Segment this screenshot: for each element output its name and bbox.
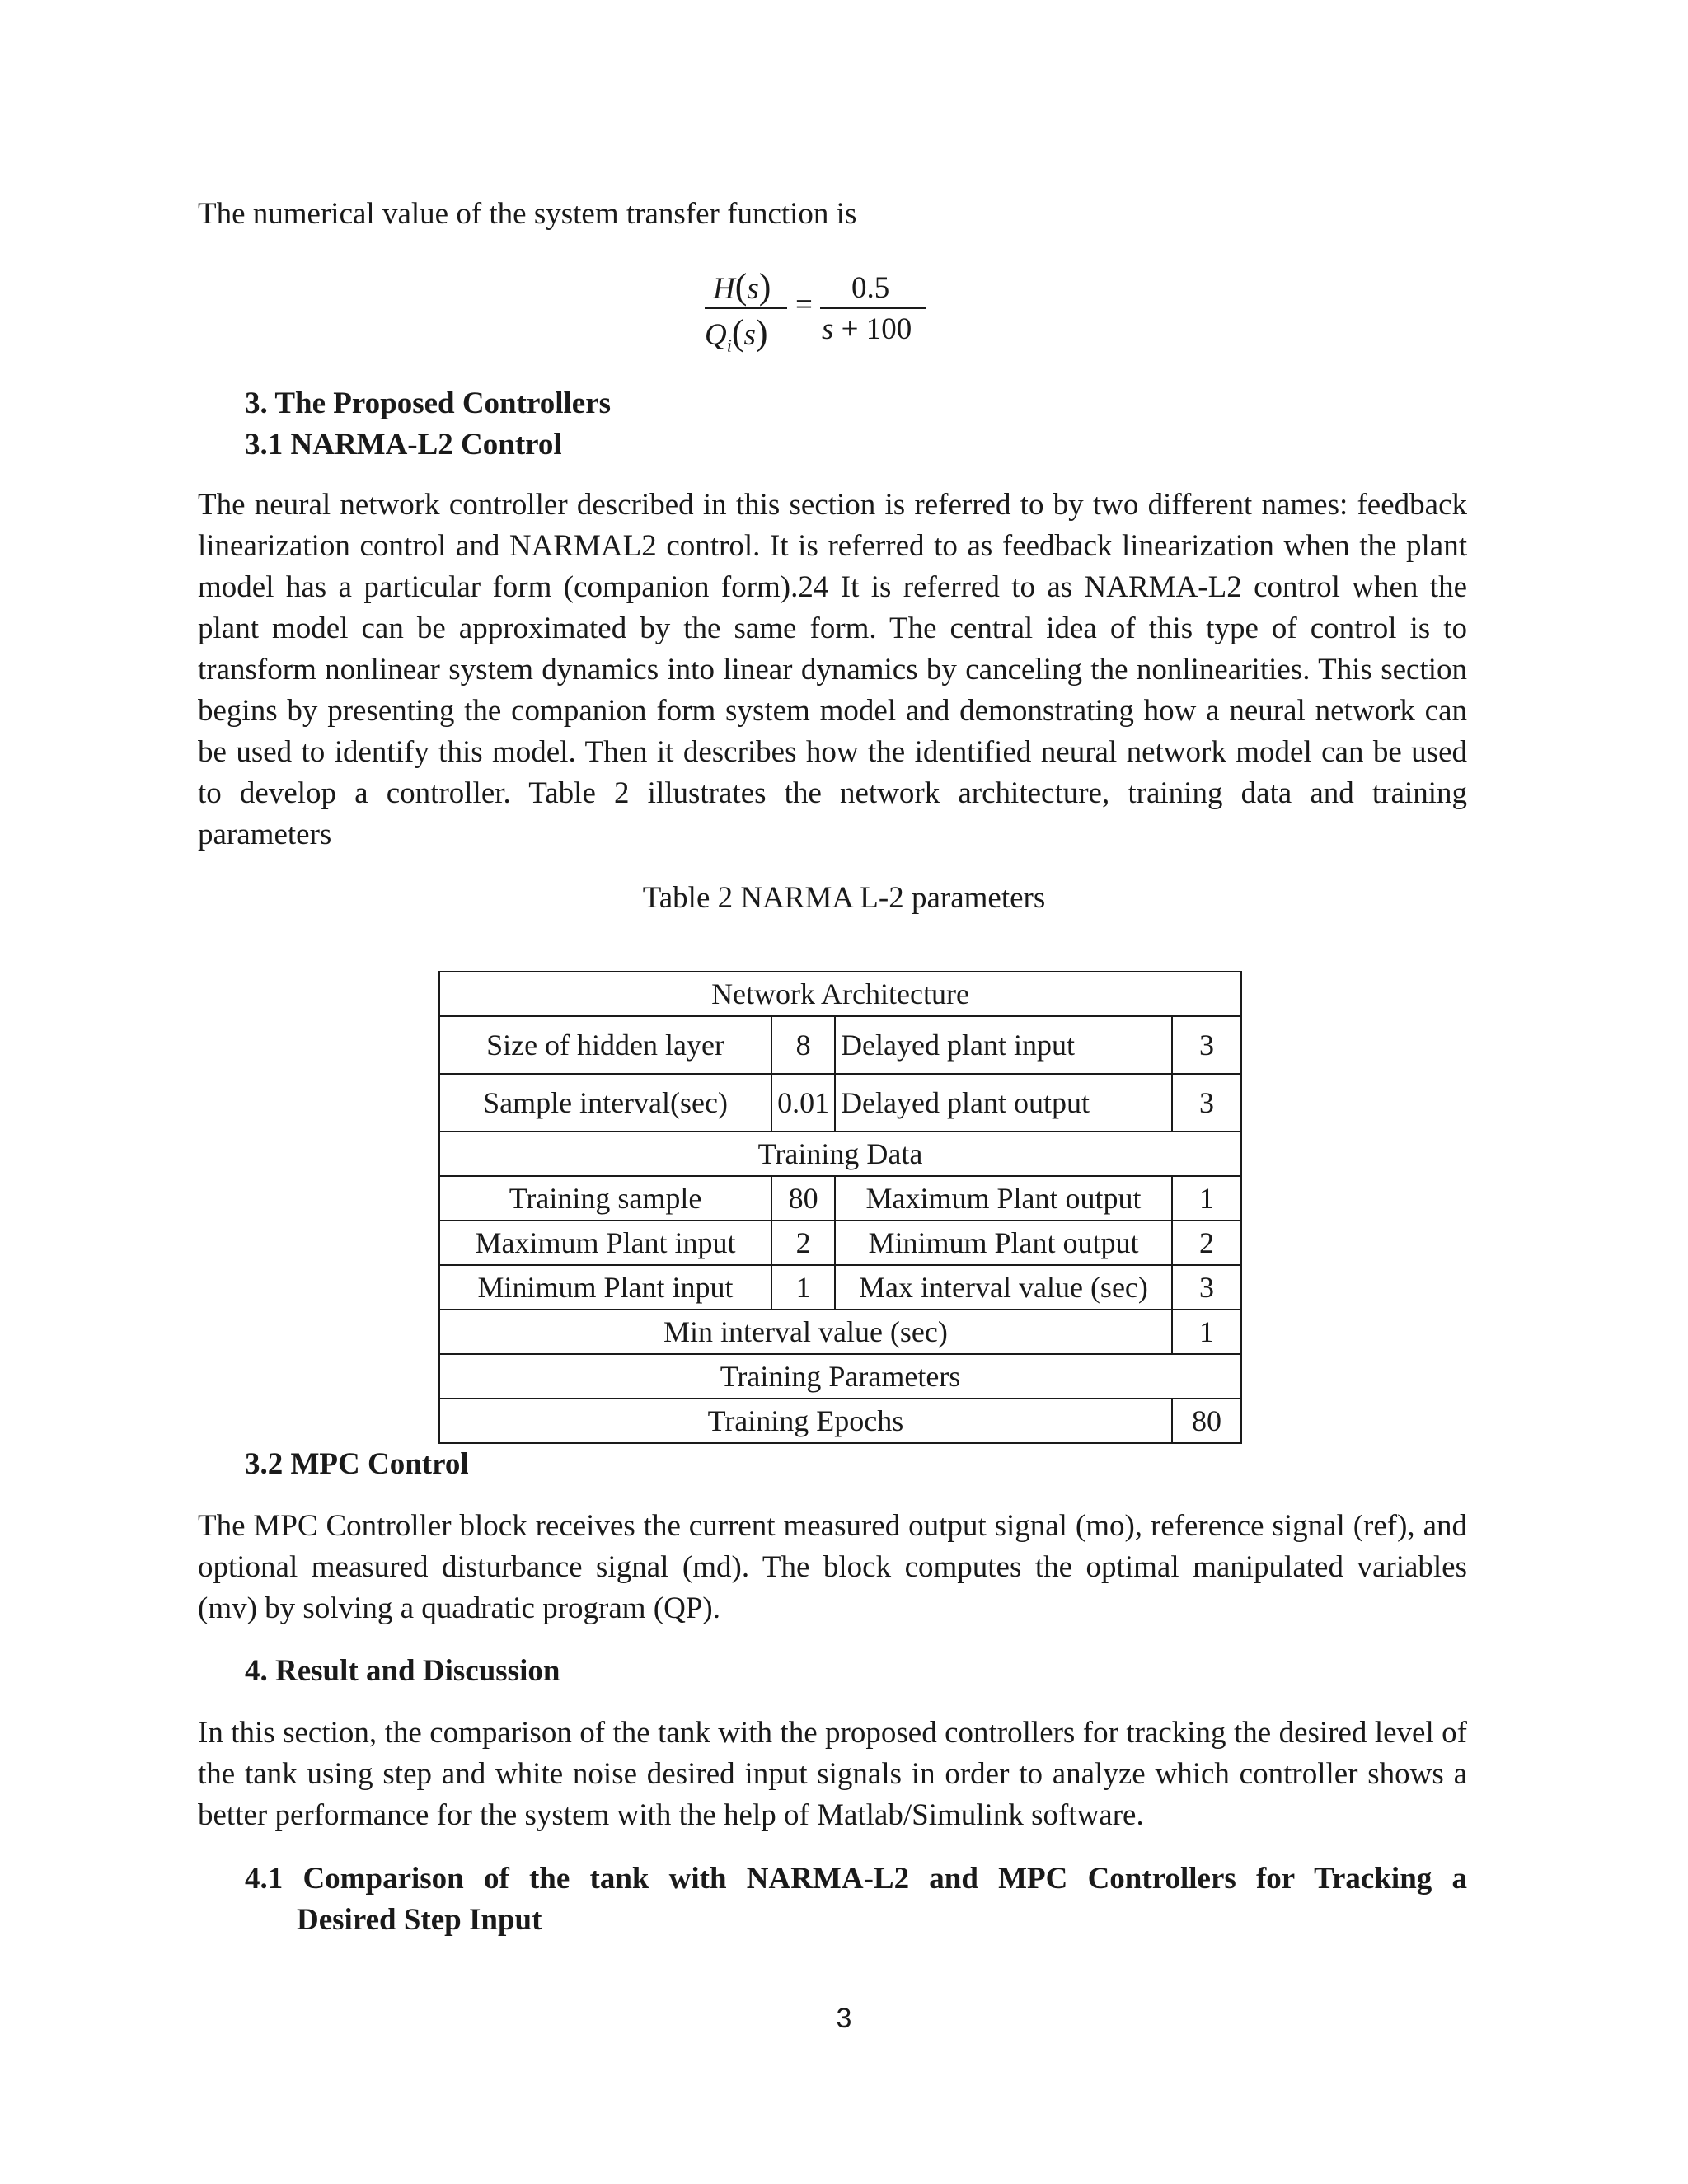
section-4-paragraph: In this section, the comparison of the tank with the proposed controllers for tracking the desired level of the tank using step and white noise desired input signals in order to analyze which controller shows a better performance for the system with the help of Matlab/Simulink software.	[198, 1716, 1467, 1832]
table-row	[439, 972, 1241, 1016]
section-4-1-heading-line-2: Desired Step Input	[297, 1903, 542, 1937]
hidden-layer-value: 8	[771, 1016, 835, 1074]
equation-rhs-constant: + 100	[833, 312, 912, 346]
delayed-input-label: Delayed plant input	[835, 1016, 1172, 1074]
section-3-2-paragraph: The MPC Controller block receives the current measured output signal (mo), reference signal (ref), and optional measured disturbance signal (md). The block computes the optimal manipulated variables (mv) by solving a quadratic program (QP).	[198, 1509, 1467, 1625]
min-plant-input-label: Minimum Plant input	[439, 1265, 771, 1310]
section-3-heading: 3. The Proposed Controllers	[245, 387, 612, 420]
table-row	[439, 1354, 1241, 1399]
narma-parameters-table	[438, 971, 1242, 1444]
equation-q-subscript: i	[726, 335, 732, 356]
equation-rhs-numerator: 0.5	[851, 271, 890, 305]
sample-interval-value: 0.01	[771, 1074, 835, 1132]
delayed-output-label: Delayed plant output	[835, 1074, 1172, 1132]
max-plant-output-value: 1	[1172, 1176, 1241, 1221]
delayed-input-value: 3	[1172, 1016, 1241, 1074]
min-interval-value: 1	[1172, 1310, 1241, 1354]
equation-lhs-denominator: $Q_i(s)$	[705, 312, 768, 356]
max-interval-value: 3	[1172, 1265, 1241, 1310]
equation-q-var: Q	[705, 318, 727, 352]
page-number: 3	[836, 2003, 852, 2034]
section-3-1-heading: 3.1 NARMA-L2 Control	[245, 428, 562, 462]
table-row	[439, 1016, 1241, 1074]
min-plant-input-value: 1	[771, 1265, 835, 1310]
equation-h-var: H	[713, 272, 735, 306]
min-interval-label: Min interval value (sec)	[439, 1310, 1172, 1354]
equation-equals: =	[795, 288, 813, 321]
equation-left-fraction-bar	[705, 307, 787, 309]
equation-rhs-s-var: s	[822, 312, 834, 346]
table-row	[439, 1399, 1241, 1443]
training-data-header: Training Data	[439, 1132, 1241, 1176]
sample-interval-label: Sample interval(sec)	[439, 1074, 771, 1132]
equation-rhs-denominator	[822, 312, 912, 347]
equation-lhs-numerator: H(s)	[713, 266, 771, 307]
equation-s-arg: s	[747, 272, 759, 306]
section-4-heading: 4. Result and Discussion	[245, 1654, 560, 1688]
training-sample-value: 80	[771, 1176, 835, 1221]
max-plant-input-label: Maximum Plant input	[439, 1221, 771, 1265]
max-plant-input-value: 2	[771, 1221, 835, 1265]
network-architecture-header: Network Architecture	[439, 972, 1241, 1016]
table-row	[439, 1310, 1241, 1354]
training-sample-label: Training sample	[439, 1176, 771, 1221]
table-caption: Table 2 NARMA L-2 parameters	[642, 881, 1046, 915]
training-epochs-value: 80	[1172, 1399, 1241, 1443]
table-row	[439, 1176, 1241, 1221]
max-interval-label: Max interval value (sec)	[835, 1265, 1172, 1310]
min-plant-output-label: Minimum Plant output	[835, 1221, 1172, 1265]
table-row	[439, 1221, 1241, 1265]
table-row	[439, 1265, 1241, 1310]
intro-line: The numerical value of the system transfer function is	[198, 197, 857, 231]
equation-s-arg-den: s	[743, 318, 756, 352]
section-3-1-paragraph: The neural network controller described in this section is referred to by two different names: feedback linearization control and NARMAL2 control. It is referred to as feedback linearization when the plant model has a particular form (companion form).24 It is referred to as NARMA-L2 control when the plant model can be approximated by the same form. The central idea of this type of control is to transform nonlinear system dynamics into linear dynamics by canceling the nonlinearities. This section begins by presenting the companion form system model and demonstrating how a neural network can be used to identify this model. Then it describes how the identified neural network model can be used to develop a controller. Table 2 illustrates the network architecture, training data and training parameters	[198, 488, 1467, 851]
training-epochs-label: Training Epochs	[439, 1399, 1172, 1443]
table-row	[439, 1074, 1241, 1132]
min-plant-output-value: 2	[1172, 1221, 1241, 1265]
section-4-1-heading-line-1: 4.1 Comparison of the tank with NARMA-L2 and MPC Controllers for Tracking a	[245, 1862, 1467, 1896]
training-parameters-header: Training Parameters	[439, 1354, 1241, 1399]
max-plant-output-label: Maximum Plant output	[835, 1176, 1172, 1221]
delayed-output-value: 3	[1172, 1074, 1241, 1132]
section-3-2-heading: 3.2 MPC Control	[245, 1447, 469, 1481]
table-row	[439, 1132, 1241, 1176]
transfer-function-equation	[705, 257, 927, 356]
hidden-layer-label: Size of hidden layer	[439, 1016, 771, 1074]
equation-right-fraction-bar	[820, 307, 926, 309]
